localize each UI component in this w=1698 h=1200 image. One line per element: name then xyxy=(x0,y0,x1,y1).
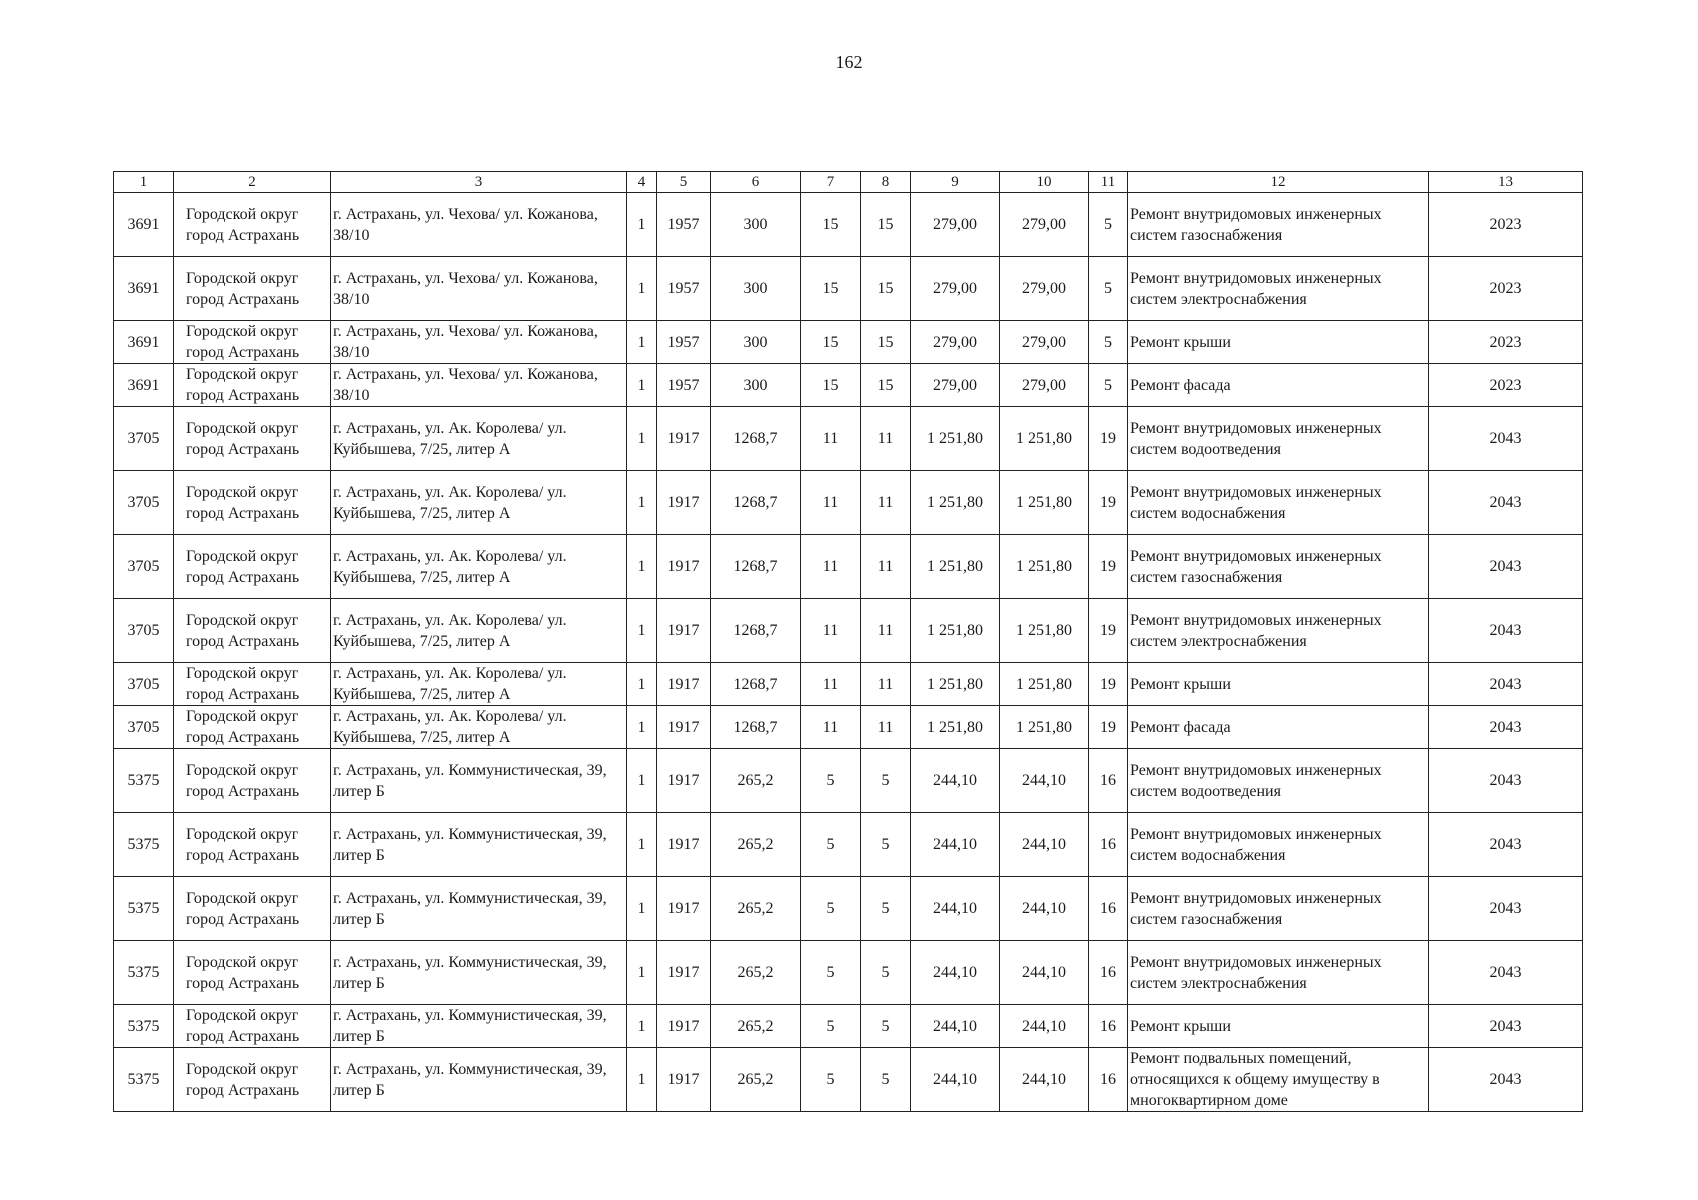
cell-year: 1917 xyxy=(657,941,711,1005)
cell-id: 3705 xyxy=(114,599,174,663)
cell-col11: 16 xyxy=(1089,1005,1128,1048)
cell-area-total: 1268,7 xyxy=(711,599,801,663)
table-row xyxy=(114,193,1583,257)
table-row xyxy=(114,407,1583,471)
cell-col7: 11 xyxy=(801,535,861,599)
cell-area-total: 265,2 xyxy=(711,1048,801,1112)
cell-area-living: 244,10 xyxy=(911,1048,1000,1112)
cell-col8: 5 xyxy=(861,1048,911,1112)
cell-planned-year: 2043 xyxy=(1429,877,1583,941)
cell-year: 1917 xyxy=(657,813,711,877)
cell-planned-year: 2043 xyxy=(1429,535,1583,599)
cell-year: 1957 xyxy=(657,321,711,364)
cell-col4: 1 xyxy=(627,1048,657,1112)
cell-col11: 5 xyxy=(1089,193,1128,257)
cell-col11: 19 xyxy=(1089,706,1128,749)
cell-col8: 15 xyxy=(861,321,911,364)
cell-area-total: 300 xyxy=(711,364,801,407)
cell-planned-year: 2023 xyxy=(1429,321,1583,364)
cell-area-living: 1 251,80 xyxy=(911,407,1000,471)
cell-address: г. Астрахань, ул. Ак. Королева/ ул. Куйбышева, 7/25, литер А xyxy=(331,706,627,749)
cell-col11: 19 xyxy=(1089,663,1128,706)
cell-work-type: Ремонт внутридомовых инженерных систем электроснабжения xyxy=(1128,599,1429,663)
cell-col7: 15 xyxy=(801,321,861,364)
cell-area-living: 244,10 xyxy=(911,877,1000,941)
cell-area-residential: 1 251,80 xyxy=(1000,535,1089,599)
cell-planned-year: 2043 xyxy=(1429,407,1583,471)
cell-area-residential: 279,00 xyxy=(1000,364,1089,407)
cell-col11: 5 xyxy=(1089,364,1128,407)
cell-id: 3705 xyxy=(114,407,174,471)
cell-id: 5375 xyxy=(114,1048,174,1112)
cell-address: г. Астрахань, ул. Коммунистическая, 39, литер Б xyxy=(331,813,627,877)
cell-area-living: 1 251,80 xyxy=(911,535,1000,599)
cell-id: 3705 xyxy=(114,706,174,749)
cell-col8: 5 xyxy=(861,877,911,941)
cell-col8: 5 xyxy=(861,749,911,813)
table-header-row xyxy=(114,172,1583,193)
cell-col11: 19 xyxy=(1089,535,1128,599)
cell-col8: 11 xyxy=(861,599,911,663)
cell-area-living: 244,10 xyxy=(911,749,1000,813)
header-cell: 11 xyxy=(1089,172,1128,193)
cell-col8: 5 xyxy=(861,813,911,877)
header-cell: 5 xyxy=(657,172,711,193)
cell-year: 1957 xyxy=(657,193,711,257)
cell-id: 3691 xyxy=(114,193,174,257)
cell-address: г. Астрахань, ул. Коммунистическая, 39, литер Б xyxy=(331,1005,627,1048)
table-row xyxy=(114,1005,1583,1048)
header-cell: 7 xyxy=(801,172,861,193)
cell-col7: 5 xyxy=(801,1048,861,1112)
table-row xyxy=(114,813,1583,877)
cell-address: г. Астрахань, ул. Коммунистическая, 39, литер Б xyxy=(331,941,627,1005)
cell-year: 1917 xyxy=(657,749,711,813)
cell-work-type: Ремонт внутридомовых инженерных систем водоотведения xyxy=(1128,407,1429,471)
cell-col4: 1 xyxy=(627,193,657,257)
cell-col4: 1 xyxy=(627,749,657,813)
cell-id: 5375 xyxy=(114,877,174,941)
cell-area-living: 279,00 xyxy=(911,364,1000,407)
cell-address: г. Астрахань, ул. Чехова/ ул. Кожанова, 38/10 xyxy=(331,321,627,364)
cell-work-type: Ремонт внутридомовых инженерных систем водоснабжения xyxy=(1128,813,1429,877)
cell-work-type: Ремонт фасада xyxy=(1128,706,1429,749)
cell-area-living: 244,10 xyxy=(911,813,1000,877)
cell-work-type: Ремонт внутридомовых инженерных систем газоснабжения xyxy=(1128,193,1429,257)
cell-col8: 11 xyxy=(861,706,911,749)
cell-area-total: 1268,7 xyxy=(711,407,801,471)
cell-municipality: Городской округ город Астрахань xyxy=(174,364,331,407)
cell-area-living: 279,00 xyxy=(911,257,1000,321)
cell-col4: 1 xyxy=(627,471,657,535)
cell-col7: 5 xyxy=(801,941,861,1005)
table-row xyxy=(114,941,1583,1005)
cell-col8: 11 xyxy=(861,663,911,706)
cell-year: 1917 xyxy=(657,407,711,471)
cell-col11: 16 xyxy=(1089,1048,1128,1112)
cell-col7: 11 xyxy=(801,706,861,749)
cell-planned-year: 2043 xyxy=(1429,813,1583,877)
cell-area-residential: 1 251,80 xyxy=(1000,599,1089,663)
cell-municipality: Городской округ город Астрахань xyxy=(174,257,331,321)
cell-year: 1917 xyxy=(657,877,711,941)
cell-col8: 11 xyxy=(861,471,911,535)
cell-col4: 1 xyxy=(627,535,657,599)
cell-planned-year: 2023 xyxy=(1429,257,1583,321)
cell-municipality: Городской округ город Астрахань xyxy=(174,471,331,535)
cell-area-total: 265,2 xyxy=(711,877,801,941)
cell-work-type: Ремонт внутридомовых инженерных систем газоснабжения xyxy=(1128,877,1429,941)
cell-col4: 1 xyxy=(627,321,657,364)
header-cell: 3 xyxy=(331,172,627,193)
cell-id: 3705 xyxy=(114,663,174,706)
cell-address: г. Астрахань, ул. Ак. Королева/ ул. Куйбышева, 7/25, литер А xyxy=(331,663,627,706)
cell-address: г. Астрахань, ул. Чехова/ ул. Кожанова, 38/10 xyxy=(331,193,627,257)
cell-col7: 11 xyxy=(801,471,861,535)
cell-address: г. Астрахань, ул. Ак. Королева/ ул. Куйбышева, 7/25, литер А xyxy=(331,599,627,663)
cell-id: 5375 xyxy=(114,813,174,877)
cell-planned-year: 2043 xyxy=(1429,471,1583,535)
table-row xyxy=(114,877,1583,941)
cell-municipality: Городской округ город Астрахань xyxy=(174,706,331,749)
cell-work-type: Ремонт крыши xyxy=(1128,1005,1429,1048)
cell-area-total: 1268,7 xyxy=(711,663,801,706)
cell-col11: 5 xyxy=(1089,321,1128,364)
cell-area-residential: 244,10 xyxy=(1000,749,1089,813)
cell-area-total: 265,2 xyxy=(711,941,801,1005)
cell-id: 3691 xyxy=(114,364,174,407)
cell-planned-year: 2043 xyxy=(1429,749,1583,813)
cell-id: 3705 xyxy=(114,535,174,599)
cell-col7: 11 xyxy=(801,599,861,663)
cell-area-living: 1 251,80 xyxy=(911,599,1000,663)
cell-area-living: 1 251,80 xyxy=(911,471,1000,535)
cell-col4: 1 xyxy=(627,813,657,877)
cell-work-type: Ремонт внутридомовых инженерных систем электроснабжения xyxy=(1128,941,1429,1005)
cell-area-living: 1 251,80 xyxy=(911,663,1000,706)
cell-planned-year: 2023 xyxy=(1429,193,1583,257)
cell-area-total: 300 xyxy=(711,257,801,321)
cell-area-residential: 1 251,80 xyxy=(1000,663,1089,706)
cell-id: 3691 xyxy=(114,321,174,364)
cell-area-total: 1268,7 xyxy=(711,471,801,535)
cell-col4: 1 xyxy=(627,599,657,663)
page-number: 162 xyxy=(835,52,863,72)
table-row xyxy=(114,1048,1583,1112)
cell-col7: 5 xyxy=(801,877,861,941)
cell-municipality: Городской округ город Астрахань xyxy=(174,813,331,877)
cell-municipality: Городской округ город Астрахань xyxy=(174,599,331,663)
cell-area-total: 1268,7 xyxy=(711,535,801,599)
cell-planned-year: 2043 xyxy=(1429,706,1583,749)
header-cell: 8 xyxy=(861,172,911,193)
cell-municipality: Городской округ город Астрахань xyxy=(174,1005,331,1048)
header-cell: 1 xyxy=(114,172,174,193)
cell-address: г. Астрахань, ул. Коммунистическая, 39, литер Б xyxy=(331,877,627,941)
cell-area-total: 1268,7 xyxy=(711,706,801,749)
cell-id: 5375 xyxy=(114,1005,174,1048)
cell-area-residential: 244,10 xyxy=(1000,877,1089,941)
cell-area-residential: 279,00 xyxy=(1000,321,1089,364)
cell-municipality: Городской округ город Астрахань xyxy=(174,407,331,471)
cell-col11: 16 xyxy=(1089,749,1128,813)
cell-address: г. Астрахань, ул. Чехова/ ул. Кожанова, 38/10 xyxy=(331,364,627,407)
header-cell: 13 xyxy=(1429,172,1583,193)
cell-work-type: Ремонт крыши xyxy=(1128,663,1429,706)
cell-planned-year: 2043 xyxy=(1429,663,1583,706)
header-cell: 9 xyxy=(911,172,1000,193)
cell-area-residential: 1 251,80 xyxy=(1000,471,1089,535)
cell-col7: 15 xyxy=(801,257,861,321)
cell-col8: 15 xyxy=(861,364,911,407)
cell-year: 1917 xyxy=(657,471,711,535)
cell-address: г. Астрахань, ул. Ак. Королева/ ул. Куйбышева, 7/25, литер А xyxy=(331,471,627,535)
cell-year: 1957 xyxy=(657,364,711,407)
cell-id: 5375 xyxy=(114,941,174,1005)
table-row xyxy=(114,364,1583,407)
cell-year: 1957 xyxy=(657,257,711,321)
cell-year: 1917 xyxy=(657,663,711,706)
cell-area-residential: 279,00 xyxy=(1000,257,1089,321)
cell-planned-year: 2043 xyxy=(1429,1005,1583,1048)
cell-area-living: 279,00 xyxy=(911,321,1000,364)
cell-col4: 1 xyxy=(627,257,657,321)
cell-col7: 11 xyxy=(801,407,861,471)
cell-municipality: Городской округ город Астрахань xyxy=(174,535,331,599)
cell-address: г. Астрахань, ул. Чехова/ ул. Кожанова, 38/10 xyxy=(331,257,627,321)
header-cell: 2 xyxy=(174,172,331,193)
cell-col4: 1 xyxy=(627,364,657,407)
cell-col4: 1 xyxy=(627,706,657,749)
cell-area-residential: 1 251,80 xyxy=(1000,407,1089,471)
cell-area-residential: 244,10 xyxy=(1000,813,1089,877)
cell-municipality: Городской округ город Астрахань xyxy=(174,877,331,941)
cell-planned-year: 2023 xyxy=(1429,364,1583,407)
cell-municipality: Городской округ город Астрахань xyxy=(174,941,331,1005)
table-row xyxy=(114,471,1583,535)
table-row xyxy=(114,599,1583,663)
cell-col8: 5 xyxy=(861,941,911,1005)
cell-area-residential: 279,00 xyxy=(1000,193,1089,257)
cell-area-residential: 244,10 xyxy=(1000,941,1089,1005)
cell-municipality: Городской округ город Астрахань xyxy=(174,321,331,364)
cell-col11: 19 xyxy=(1089,599,1128,663)
cell-col8: 5 xyxy=(861,1005,911,1048)
cell-address: г. Астрахань, ул. Ак. Королева/ ул. Куйбышева, 7/25, литер А xyxy=(331,535,627,599)
cell-planned-year: 2043 xyxy=(1429,941,1583,1005)
cell-col4: 1 xyxy=(627,1005,657,1048)
cell-col8: 11 xyxy=(861,535,911,599)
cell-area-total: 265,2 xyxy=(711,749,801,813)
cell-municipality: Городской округ город Астрахань xyxy=(174,663,331,706)
cell-col4: 1 xyxy=(627,407,657,471)
cell-id: 5375 xyxy=(114,749,174,813)
cell-planned-year: 2043 xyxy=(1429,1048,1583,1112)
cell-address: г. Астрахань, ул. Коммунистическая, 39, литер Б xyxy=(331,749,627,813)
cell-planned-year: 2043 xyxy=(1429,599,1583,663)
cell-area-living: 244,10 xyxy=(911,941,1000,1005)
cell-year: 1917 xyxy=(657,706,711,749)
cell-col4: 1 xyxy=(627,663,657,706)
cell-col7: 5 xyxy=(801,749,861,813)
table-row xyxy=(114,663,1583,706)
cell-area-residential: 1 251,80 xyxy=(1000,706,1089,749)
cell-year: 1917 xyxy=(657,535,711,599)
table-row xyxy=(114,257,1583,321)
cell-area-residential: 244,10 xyxy=(1000,1048,1089,1112)
header-cell: 4 xyxy=(627,172,657,193)
header-cell: 10 xyxy=(1000,172,1089,193)
cell-col4: 1 xyxy=(627,877,657,941)
cell-col7: 15 xyxy=(801,193,861,257)
cell-col8: 15 xyxy=(861,257,911,321)
cell-municipality: Городской округ город Астрахань xyxy=(174,193,331,257)
cell-work-type: Ремонт фасада xyxy=(1128,364,1429,407)
cell-municipality: Городской округ город Астрахань xyxy=(174,1048,331,1112)
cell-year: 1917 xyxy=(657,1048,711,1112)
cell-col11: 16 xyxy=(1089,941,1128,1005)
cell-area-total: 300 xyxy=(711,321,801,364)
cell-id: 3691 xyxy=(114,257,174,321)
cell-area-living: 279,00 xyxy=(911,193,1000,257)
cell-col7: 11 xyxy=(801,663,861,706)
cell-col7: 15 xyxy=(801,364,861,407)
cell-address: г. Астрахань, ул. Ак. Королева/ ул. Куйбышева, 7/25, литер А xyxy=(331,407,627,471)
table-row xyxy=(114,535,1583,599)
header-cell: 12 xyxy=(1128,172,1429,193)
cell-col11: 19 xyxy=(1089,407,1128,471)
cell-col11: 19 xyxy=(1089,471,1128,535)
cell-col7: 5 xyxy=(801,1005,861,1048)
cell-id: 3705 xyxy=(114,471,174,535)
cell-year: 1917 xyxy=(657,599,711,663)
table-row xyxy=(114,749,1583,813)
cell-area-total: 300 xyxy=(711,193,801,257)
cell-address: г. Астрахань, ул. Коммунистическая, 39, литер Б xyxy=(331,1048,627,1112)
cell-col11: 16 xyxy=(1089,877,1128,941)
data-table xyxy=(113,171,1583,1112)
cell-area-living: 1 251,80 xyxy=(911,706,1000,749)
cell-area-total: 265,2 xyxy=(711,1005,801,1048)
table-row xyxy=(114,706,1583,749)
cell-work-type: Ремонт внутридомовых инженерных систем электроснабжения xyxy=(1128,257,1429,321)
cell-area-residential: 244,10 xyxy=(1000,1005,1089,1048)
cell-work-type: Ремонт крыши xyxy=(1128,321,1429,364)
cell-col4: 1 xyxy=(627,941,657,1005)
cell-col7: 5 xyxy=(801,813,861,877)
table-row xyxy=(114,321,1583,364)
cell-work-type: Ремонт подвальных помещений, относящихся к общему имуществу в многоквартирном доме xyxy=(1128,1048,1429,1112)
cell-work-type: Ремонт внутридомовых инженерных систем газоснабжения xyxy=(1128,535,1429,599)
cell-work-type: Ремонт внутридомовых инженерных систем водоотведения xyxy=(1128,749,1429,813)
header-cell: 6 xyxy=(711,172,801,193)
cell-work-type: Ремонт внутридомовых инженерных систем водоснабжения xyxy=(1128,471,1429,535)
cell-area-living: 244,10 xyxy=(911,1005,1000,1048)
cell-municipality: Городской округ город Астрахань xyxy=(174,749,331,813)
cell-year: 1917 xyxy=(657,1005,711,1048)
cell-col11: 16 xyxy=(1089,813,1128,877)
cell-col11: 5 xyxy=(1089,257,1128,321)
cell-area-total: 265,2 xyxy=(711,813,801,877)
cell-col8: 11 xyxy=(861,407,911,471)
cell-col8: 15 xyxy=(861,193,911,257)
